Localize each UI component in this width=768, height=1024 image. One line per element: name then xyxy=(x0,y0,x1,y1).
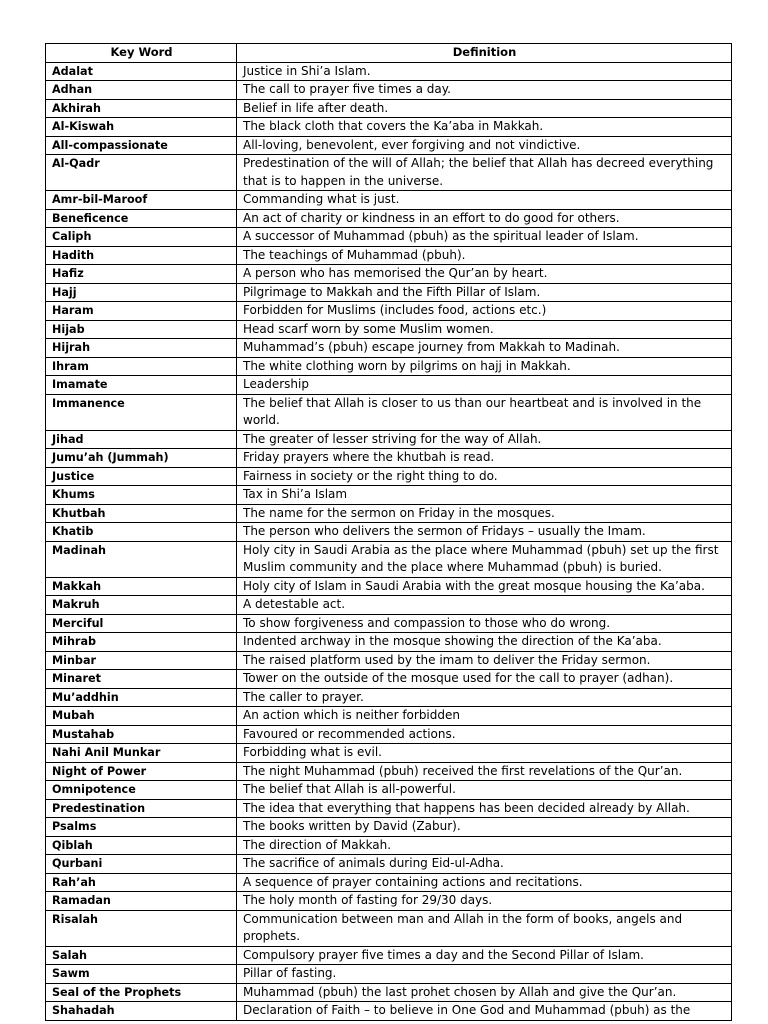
definition-cell: Justice in Shi’a Islam. xyxy=(237,62,732,81)
key-word-cell: Jumu’ah (Jummah) xyxy=(46,449,237,468)
definition-column-header: Definition xyxy=(237,44,732,63)
key-word-cell: Hijrah xyxy=(46,339,237,358)
definition-cell: A detestable act. xyxy=(237,596,732,615)
table-row xyxy=(46,81,732,100)
table-row xyxy=(46,707,732,726)
definition-cell: Compulsory prayer five times a day and the Second Pillar of Islam. xyxy=(237,946,732,965)
table-row xyxy=(46,855,732,874)
definition-cell: The sacrifice of animals during Eid-ul-Adha. xyxy=(237,855,732,874)
glossary-page xyxy=(45,43,731,1021)
table-row xyxy=(46,799,732,818)
glossary-table xyxy=(45,43,732,1021)
definition-cell: All-loving, benevolent, ever forgiving and not vindictive. xyxy=(237,136,732,155)
key-word-cell: Amr-bil-Maroof xyxy=(46,191,237,210)
table-row xyxy=(46,541,732,577)
table-row xyxy=(46,228,732,247)
table-row xyxy=(46,136,732,155)
definition-cell: The raised platform used by the imam to deliver the Friday sermon. xyxy=(237,651,732,670)
definition-cell: Belief in life after death. xyxy=(237,99,732,118)
key-word-cell: Psalms xyxy=(46,818,237,837)
table-row xyxy=(46,339,732,358)
definition-cell: The idea that everything that happens has been decided already by Allah. xyxy=(237,799,732,818)
table-row xyxy=(46,910,732,946)
table-row xyxy=(46,818,732,837)
definition-cell: The caller to prayer. xyxy=(237,688,732,707)
key-word-cell: Khums xyxy=(46,486,237,505)
key-word-cell: Akhirah xyxy=(46,99,237,118)
table-row xyxy=(46,781,732,800)
definition-cell: Head scarf worn by some Muslim women. xyxy=(237,320,732,339)
table-body xyxy=(46,62,732,1020)
table-row xyxy=(46,155,732,191)
key-word-cell: Imamate xyxy=(46,376,237,395)
table-row xyxy=(46,118,732,137)
table-row xyxy=(46,836,732,855)
definition-cell: Pillar of fasting. xyxy=(237,965,732,984)
key-word-cell: Sawm xyxy=(46,965,237,984)
key-word-cell: All-compassionate xyxy=(46,136,237,155)
definition-cell: The direction of Makkah. xyxy=(237,836,732,855)
table-row xyxy=(46,320,732,339)
key-word-cell: Hafiz xyxy=(46,265,237,284)
definition-cell: Favoured or recommended actions. xyxy=(237,725,732,744)
table-row xyxy=(46,633,732,652)
table-row xyxy=(46,486,732,505)
table-row xyxy=(46,614,732,633)
definition-cell: The night Muhammad (pbuh) received the first revelations of the Qur’an. xyxy=(237,762,732,781)
key-word-cell: Ramadan xyxy=(46,892,237,911)
definition-cell: The holy month of fasting for 29/30 days. xyxy=(237,892,732,911)
table-row xyxy=(46,523,732,542)
key-word-cell: Mubah xyxy=(46,707,237,726)
definition-cell: The white clothing worn by pilgrims on hajj in Makkah. xyxy=(237,357,732,376)
definition-cell: Tax in Shi’a Islam xyxy=(237,486,732,505)
table-row xyxy=(46,596,732,615)
key-word-cell: Makruh xyxy=(46,596,237,615)
key-word-cell: Minbar xyxy=(46,651,237,670)
definition-cell: The person who delivers the sermon of Fridays – usually the Imam. xyxy=(237,523,732,542)
definition-cell: Indented archway in the mosque showing the direction of the Ka’aba. xyxy=(237,633,732,652)
table-row xyxy=(46,577,732,596)
definition-cell: Holy city of Islam in Saudi Arabia with the great mosque housing the Ka’aba. xyxy=(237,577,732,596)
table-row xyxy=(46,376,732,395)
table-row xyxy=(46,394,732,430)
key-word-cell: Seal of the Prophets xyxy=(46,983,237,1002)
key-word-cell: Makkah xyxy=(46,577,237,596)
table-row xyxy=(46,191,732,210)
definition-cell: A successor of Muhammad (pbuh) as the spiritual leader of Islam. xyxy=(237,228,732,247)
definition-cell: An act of charity or kindness in an effort to do good for others. xyxy=(237,209,732,228)
key-word-cell: Rah’ah xyxy=(46,873,237,892)
table-row xyxy=(46,1002,732,1021)
definition-cell: To show forgiveness and compassion to those who do wrong. xyxy=(237,614,732,633)
key-word-cell: Al-Qadr xyxy=(46,155,237,191)
definition-cell: The black cloth that covers the Ka’aba in Makkah. xyxy=(237,118,732,137)
key-word-cell: Adalat xyxy=(46,62,237,81)
definition-cell: Commanding what is just. xyxy=(237,191,732,210)
keyword-column-header: Key Word xyxy=(46,44,237,63)
key-word-cell: Madinah xyxy=(46,541,237,577)
table-row xyxy=(46,946,732,965)
table-row xyxy=(46,504,732,523)
definition-cell: An action which is neither forbidden xyxy=(237,707,732,726)
table-row xyxy=(46,983,732,1002)
key-word-cell: Nahi Anil Munkar xyxy=(46,744,237,763)
key-word-cell: Beneficence xyxy=(46,209,237,228)
definition-cell: Predestination of the will of Allah; the belief that Allah has decreed everything that is to happen in the universe. xyxy=(237,155,732,191)
table-row xyxy=(46,744,732,763)
definition-cell: Pilgrimage to Makkah and the Fifth Pillar of Islam. xyxy=(237,283,732,302)
key-word-cell: Hijab xyxy=(46,320,237,339)
key-word-cell: Mustahab xyxy=(46,725,237,744)
definition-cell: Muhammad (pbuh) the last prohet chosen by Allah and give the Qur’an. xyxy=(237,983,732,1002)
table-row xyxy=(46,357,732,376)
key-word-cell: Al-Kiswah xyxy=(46,118,237,137)
definition-cell: The belief that Allah is all-powerful. xyxy=(237,781,732,800)
definition-cell: The books written by David (Zabur). xyxy=(237,818,732,837)
table-row xyxy=(46,430,732,449)
key-word-cell: Risalah xyxy=(46,910,237,946)
table-row xyxy=(46,892,732,911)
definition-cell: Fairness in society or the right thing to do. xyxy=(237,467,732,486)
key-word-cell: Adhan xyxy=(46,81,237,100)
key-word-cell: Immanence xyxy=(46,394,237,430)
key-word-cell: Mu’addhin xyxy=(46,688,237,707)
definition-cell: The name for the sermon on Friday in the mosques. xyxy=(237,504,732,523)
key-word-cell: Merciful xyxy=(46,614,237,633)
table-row xyxy=(46,762,732,781)
key-word-cell: Hajj xyxy=(46,283,237,302)
table-row xyxy=(46,873,732,892)
key-word-cell: Khutbah xyxy=(46,504,237,523)
key-word-cell: Mihrab xyxy=(46,633,237,652)
table-row xyxy=(46,99,732,118)
definition-cell: Holy city in Saudi Arabia as the place where Muhammad (pbuh) set up the first Muslim community and the place where Muhammad (pbuh) is buried. xyxy=(237,541,732,577)
definition-cell: Communication between man and Allah in the form of books, angels and prophets. xyxy=(237,910,732,946)
key-word-cell: Justice xyxy=(46,467,237,486)
definition-cell: The belief that Allah is closer to us than our heartbeat and is involved in the world. xyxy=(237,394,732,430)
key-word-cell: Caliph xyxy=(46,228,237,247)
definition-cell: Declaration of Faith – to believe in One God and Muhammad (pbuh) as the xyxy=(237,1002,732,1021)
table-row xyxy=(46,246,732,265)
key-word-cell: Night of Power xyxy=(46,762,237,781)
definition-cell: A sequence of prayer containing actions and recitations. xyxy=(237,873,732,892)
key-word-cell: Minaret xyxy=(46,670,237,689)
key-word-cell: Salah xyxy=(46,946,237,965)
key-word-cell: Khatib xyxy=(46,523,237,542)
definition-cell: Friday prayers where the khutbah is read. xyxy=(237,449,732,468)
table-row xyxy=(46,670,732,689)
table-row xyxy=(46,209,732,228)
definition-cell: The teachings of Muhammad (pbuh). xyxy=(237,246,732,265)
key-word-cell: Ihram xyxy=(46,357,237,376)
table-row xyxy=(46,467,732,486)
table-row xyxy=(46,965,732,984)
key-word-cell: Omnipotence xyxy=(46,781,237,800)
table-header-row xyxy=(46,44,732,63)
definition-cell: Muhammad’s (pbuh) escape journey from Makkah to Madinah. xyxy=(237,339,732,358)
table-row xyxy=(46,283,732,302)
table-row xyxy=(46,651,732,670)
table-row xyxy=(46,62,732,81)
table-row xyxy=(46,688,732,707)
key-word-cell: Haram xyxy=(46,302,237,321)
key-word-cell: Hadith xyxy=(46,246,237,265)
definition-cell: Tower on the outside of the mosque used for the call to prayer (adhan). xyxy=(237,670,732,689)
key-word-cell: Qiblah xyxy=(46,836,237,855)
definition-cell: Leadership xyxy=(237,376,732,395)
definition-cell: A person who has memorised the Qur’an by heart. xyxy=(237,265,732,284)
key-word-cell: Shahadah xyxy=(46,1002,237,1021)
key-word-cell: Qurbani xyxy=(46,855,237,874)
table-row xyxy=(46,449,732,468)
definition-cell: The call to prayer five times a day. xyxy=(237,81,732,100)
key-word-cell: Jihad xyxy=(46,430,237,449)
table-row xyxy=(46,302,732,321)
definition-cell: Forbidding what is evil. xyxy=(237,744,732,763)
key-word-cell: Predestination xyxy=(46,799,237,818)
table-row xyxy=(46,265,732,284)
definition-cell: Forbidden for Muslims (includes food, actions etc.) xyxy=(237,302,732,321)
table-row xyxy=(46,725,732,744)
definition-cell: The greater of lesser striving for the way of Allah. xyxy=(237,430,732,449)
